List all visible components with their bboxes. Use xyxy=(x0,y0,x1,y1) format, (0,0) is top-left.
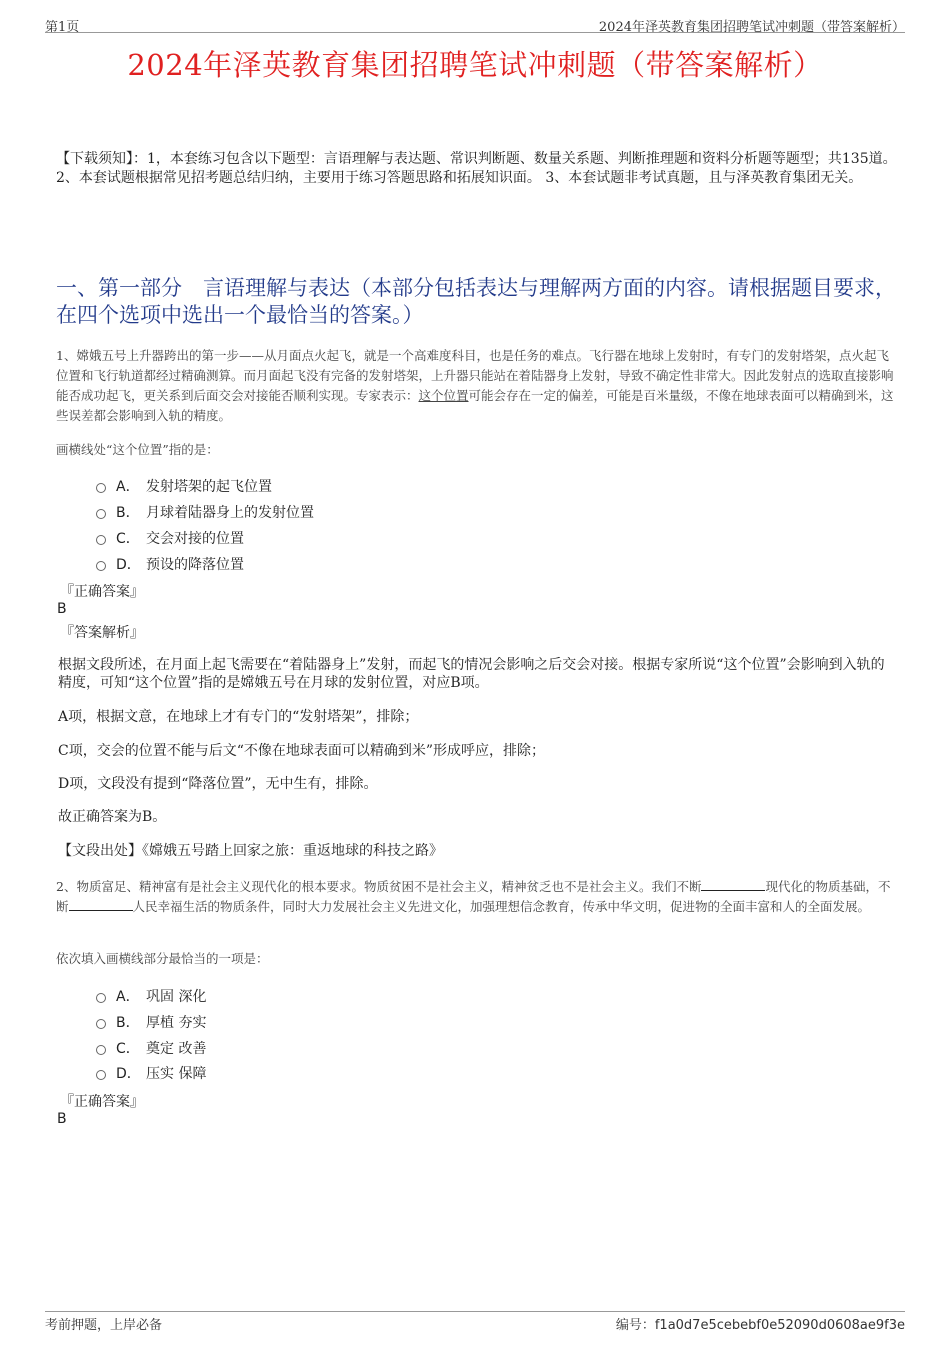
q1-option-b[interactable]: B． 月球着陆器身上的发射位置 xyxy=(96,502,314,522)
q1-source: 【文段出处】《嫦娥五号踏上回家之旅：重返地球的科技之路》 xyxy=(58,843,443,859)
q1-text-after: 可能会存在一定的偏差，可能是百米量级，不像在地球表面可以精确到米，这些误差都会影响到入轨的精度。 xyxy=(56,388,894,423)
q1-text-before: 1、嫦娥五号上升器跨出的第一步——从月面点火起飞，就是一个高难度科目，也是任务的难点。飞行器在地球上发射时，有专门的发射塔架，点火起飞位置和飞行轨道都经过精确测算。而月面起飞没有完备的发射塔架，上升器只能站在着陆器身上发射，导致不确定性非常大。因此发射点的选取直接影响能否成功起飞，更关系到后面交会对接能否顺利实现。专家表示： xyxy=(56,348,894,403)
q1-analysis-paragraph: 根据文段所述，在月面上起飞需要在“着陆器身上”发射，而起飞的情况会影响之后交会对接。根据专家所说“这个位置”会影响到入轨的精度，可知“这个位置”指的是嫦娥五号在月球的发射位置，对应B项。 xyxy=(58,657,885,691)
q2-option-a[interactable]: A． 巩固 深化 xyxy=(96,986,206,1006)
q1-analysis-option-a: A项，根据文意，在地球上才有专门的“发射塔架”，排除； xyxy=(58,709,419,725)
radio-icon[interactable] xyxy=(96,1045,106,1055)
q1-analysis-label: 『答案解析』 xyxy=(60,625,144,641)
q1-analysis-option-d: D项，文段没有提到“降落位置”，无中生有，排除。 xyxy=(58,776,378,792)
radio-icon[interactable] xyxy=(96,535,106,545)
q1-option-a[interactable]: A． 发射塔架的起飞位置 xyxy=(96,476,272,496)
radio-icon[interactable] xyxy=(96,509,106,519)
q2-option-d[interactable]: D． 压实 保障 xyxy=(96,1063,206,1083)
q2-option-b[interactable]: B． 厚植 夯实 xyxy=(96,1012,206,1032)
header-divider xyxy=(45,32,905,33)
page-title: 2024年泽英教育集团招聘笔试冲刺题（带答案解析） xyxy=(127,48,823,82)
download-notice: 【下载须知】：1，本套练习包含以下题型：言语理解与表达题、常识判断题、数量关系题、判断推理题和资料分析题等题型；共135道。 2、本套试题根据常见招考题总结归纳，主要用于练习答题思路和拓展知识面。 3、本套试题非考试真题，且与泽英教育集团无关。 xyxy=(56,151,897,186)
question-1-prompt: 画横线处“这个位置”指的是： xyxy=(56,442,219,457)
q2-answer: B xyxy=(57,1111,67,1127)
question-2-passage: 2、物质富足、精神富有是社会主义现代化的根本要求。物质贫困不是社会主义，精神贫乏也不是社会主义。我们不断 现代化的物质基础，不断 人民幸福生活的物质条件，同时大力发展社会主义先进文化，加强理想信念教育，传承中华文明，促进物的全面丰富和人的全面发展。 xyxy=(56,879,891,914)
question-1-passage xyxy=(56,346,896,426)
page-number: 第1页 xyxy=(45,20,80,35)
q2-option-c[interactable]: C． 奠定 改善 xyxy=(96,1038,206,1058)
radio-icon[interactable] xyxy=(96,993,106,1003)
q1-analysis-conclusion: 故正确答案为B。 xyxy=(58,809,167,825)
fill-blank-1 xyxy=(701,878,765,891)
footer-divider xyxy=(45,1311,905,1312)
q1-answer-label: 『正确答案』 xyxy=(60,584,144,600)
q2-answer-label: 『正确答案』 xyxy=(60,1094,144,1110)
q1-analysis-option-c: C项，交会的位置不能与后文“不像在地球表面可以精确到米”形成呼应，排除； xyxy=(58,743,546,759)
q1-option-d[interactable]: D． 预设的降落位置 xyxy=(96,554,244,574)
radio-icon[interactable] xyxy=(96,1070,106,1080)
footer-slogan: 考前押题，上岸必备 xyxy=(45,1318,163,1333)
question-2-prompt: 依次填入画横线部分最恰当的一项是： xyxy=(56,951,269,966)
section-heading: 一、第一部分 言语理解与表达（本部分包括表达与理解两方面的内容。请根据题目要求，在四个选项中选出一个最恰当的答案。） xyxy=(56,276,896,327)
q1-answer: B xyxy=(57,601,67,617)
document-code: 编号：f1a0d7e5cebebf0e52090d0608ae9f3e xyxy=(615,1318,905,1333)
fill-blank-2 xyxy=(69,898,133,911)
radio-icon[interactable] xyxy=(96,561,106,571)
radio-icon[interactable] xyxy=(96,1019,106,1029)
q1-option-c[interactable]: C． 交会对接的位置 xyxy=(96,528,244,548)
header-doc-title: 2024年泽英教育集团招聘笔试冲刺题（带答案解析） xyxy=(598,20,905,35)
q1-underlined-phrase: 这个位置 xyxy=(418,388,469,403)
radio-icon[interactable] xyxy=(96,483,106,493)
